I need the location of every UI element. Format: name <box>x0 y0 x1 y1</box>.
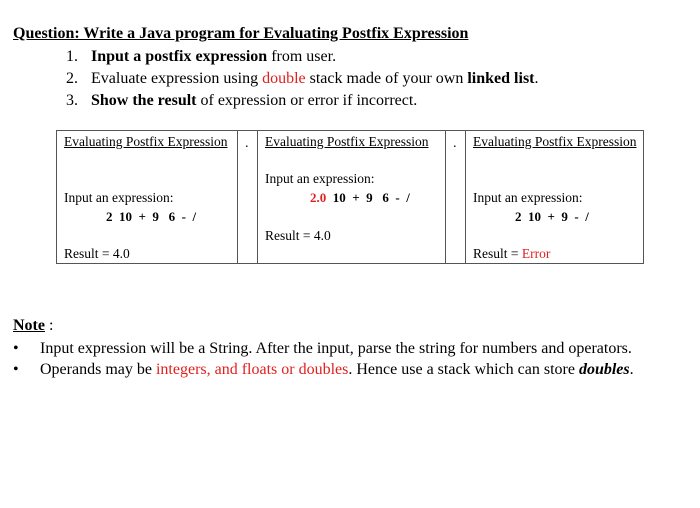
bullet-icon: • <box>13 361 19 378</box>
note-item-1 <box>13 338 634 359</box>
question-title: Question: Write a Java program for Evaluating Postfix Expression <box>13 25 469 42</box>
expression-first-operand: 2 <box>515 209 522 224</box>
note-item-2 <box>13 359 634 380</box>
input-label: Input an expression: <box>265 171 375 186</box>
bullet-icon: • <box>13 340 19 357</box>
expression <box>310 190 410 206</box>
step-number: 1. <box>66 48 78 65</box>
step-text: . <box>534 70 539 87</box>
step-bold-text: Show the result <box>91 92 197 109</box>
result-line <box>64 246 130 262</box>
result-value-error: Error <box>521 246 551 261</box>
input-label: Input an expression: <box>473 190 583 205</box>
expression <box>515 209 589 225</box>
example-cell-3 <box>466 131 643 263</box>
note-text: Operands may be <box>40 361 156 378</box>
separator-cell-1 <box>238 131 258 263</box>
note-colon: : <box>44 317 54 334</box>
example-header: Evaluating Postfix Expression <box>64 134 228 149</box>
step-text: stack made of your own <box>305 70 468 87</box>
expression-first-operand: 2 <box>106 209 113 224</box>
steps-list <box>66 46 539 112</box>
note-bold-italic-text: doubles <box>578 361 630 378</box>
step-text: Evaluate expression using <box>91 70 263 87</box>
note-red-text: integers, and floats or doubles <box>155 361 349 378</box>
note-text: . <box>629 361 634 378</box>
step-2 <box>66 68 539 90</box>
example-header: Evaluating Postfix Expression <box>473 134 637 149</box>
separator-dot: . <box>453 136 457 151</box>
result-value: 4.0 <box>112 246 130 261</box>
notes-list <box>13 338 634 380</box>
result-value: 4.0 <box>313 228 331 243</box>
step-red-text: double <box>262 70 306 87</box>
examples-table <box>56 130 644 264</box>
result-label: Result = <box>265 228 314 243</box>
example-cell-1 <box>57 131 238 263</box>
expression-rest: 10 + 9 6 - / <box>326 190 410 205</box>
result-line <box>265 228 331 244</box>
example-cell-2 <box>258 131 446 263</box>
step-bold-text: linked list <box>467 70 535 87</box>
note-text: Input expression will be a String. After the input, parse the string for numbers and operators. <box>40 340 632 357</box>
result-label: Result = <box>473 246 522 261</box>
expression-rest: 10 + 9 - / <box>521 209 589 224</box>
step-text: of expression or error if incorrect. <box>196 92 418 109</box>
input-label: Input an expression: <box>64 190 174 205</box>
separator-dot: . <box>245 136 249 151</box>
example-header: Evaluating Postfix Expression <box>265 134 429 149</box>
step-1 <box>66 46 539 68</box>
expression <box>106 209 196 225</box>
separator-cell-2 <box>446 131 466 263</box>
step-bold-text: Input a postfix expression <box>91 48 268 65</box>
note-title <box>13 317 53 335</box>
step-3 <box>66 90 539 112</box>
note-title-text: Note <box>13 317 45 334</box>
step-text: from user. <box>267 48 337 65</box>
expression-first-operand: 2.0 <box>310 190 327 205</box>
result-label: Result = <box>64 246 113 261</box>
note-text: . Hence use a stack which can store <box>348 361 579 378</box>
expression-rest: 10 + 9 6 - / <box>112 209 197 224</box>
step-number: 3. <box>66 92 78 109</box>
step-number: 2. <box>66 70 78 87</box>
result-line <box>473 246 550 262</box>
